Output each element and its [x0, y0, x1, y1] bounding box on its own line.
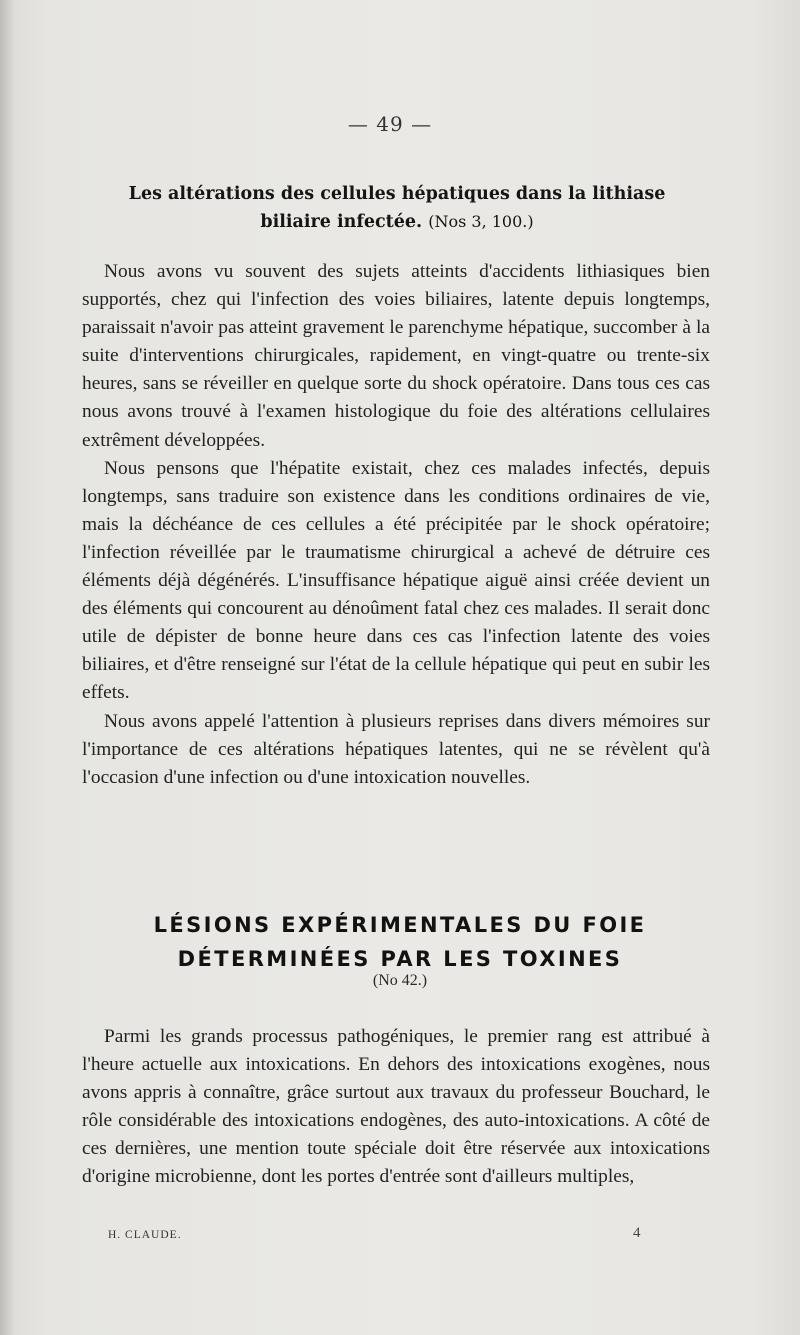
section-heading-text: biliaire infectée.: [260, 212, 423, 232]
section-heading-line-2: [82, 208, 712, 236]
paragraph: Nous pensons que l'hépatite existait, chez ces malades infectés, depuis longtemps, sans traduire son existence dans les conditions ordinaires de vie, mais la déchéance de ces cellules a été précipitée par le shock opératoire; l'infection réveillée par le traumatisme chirurgical a achevé de détruire ces éléments déjà dégénérés. L'insuffisance hépatique aiguë ainsi créée devient un des éléments qui concourent au dénoûment fatal chez ces malades. Il serait donc utile de dépister de bonne heure dans ces cas l'infection latente des voies biliaires, et d'être renseigné sur l'état de la cellule hépatique qui peut en subir les effets.: [82, 457, 710, 704]
section-heading-line-1: Les altérations des cellules hépatiques dans la lithiase: [128, 184, 666, 204]
chapter-title-line-2: DÉTERMINÉES PAR LES TOXINES: [177, 947, 623, 971]
footer-signature-mark: 4: [633, 1225, 641, 1241]
paragraph: Nous avons vu souvent des sujets atteints d'accidents lithiasiques bien supportés, chez qui l'infection des voies biliaires, latente depuis longtemps, paraissait n'avoir pas atteint gravement le parenchyme hépatique, succomber à la suite d'interventions chirurgicales, rapidement, en vingt-quatre ou trente-six heures, sans se réveiller en quelque sorte du shock opératoire. Dans tous ces cas nous avons trouvé à l'examen histologique du foie des altérations cellulaires extrêment développées.: [82, 261, 710, 451]
section-body: [82, 258, 710, 792]
paragraph: Parmi les grands processus pathogéniques, le premier rang est attribué à l'heure actuelle aux intoxications. En dehors des intoxications exogènes, nous avons appris à connaître, grâce surtout aux travaux du professeur Bouchard, le rôle considérable des intoxications endogènes, des auto-intoxications. A côté de ces dernières, une mention toute spéciale doit être réservée aux intoxications d'origine microbienne, dont les portes d'entrée sont d'ailleurs multiples,: [82, 1026, 710, 1188]
footer-author: H. CLAUDE.: [108, 1229, 182, 1241]
paragraph: Nous avons appelé l'attention à plusieurs reprises dans divers mémoires sur l'importance de ces altérations hépatiques latentes, qui ne se révèlent qu'à l'occasion d'une infection ou d'une intoxication nouvelles.: [82, 710, 710, 788]
chapter-reference: (No 42.): [372, 972, 428, 989]
page-number: — 49 —: [347, 112, 433, 136]
chapter-body: [82, 1023, 710, 1192]
section-heading: [82, 180, 712, 236]
chapter-title-line-1: LÉSIONS EXPÉRIMENTALES DU FOIE: [153, 913, 647, 937]
section-heading-reference: (Nos 3, 100.): [428, 212, 534, 231]
page-binding-edge: [0, 0, 14, 1335]
chapter-title: [60, 908, 740, 976]
